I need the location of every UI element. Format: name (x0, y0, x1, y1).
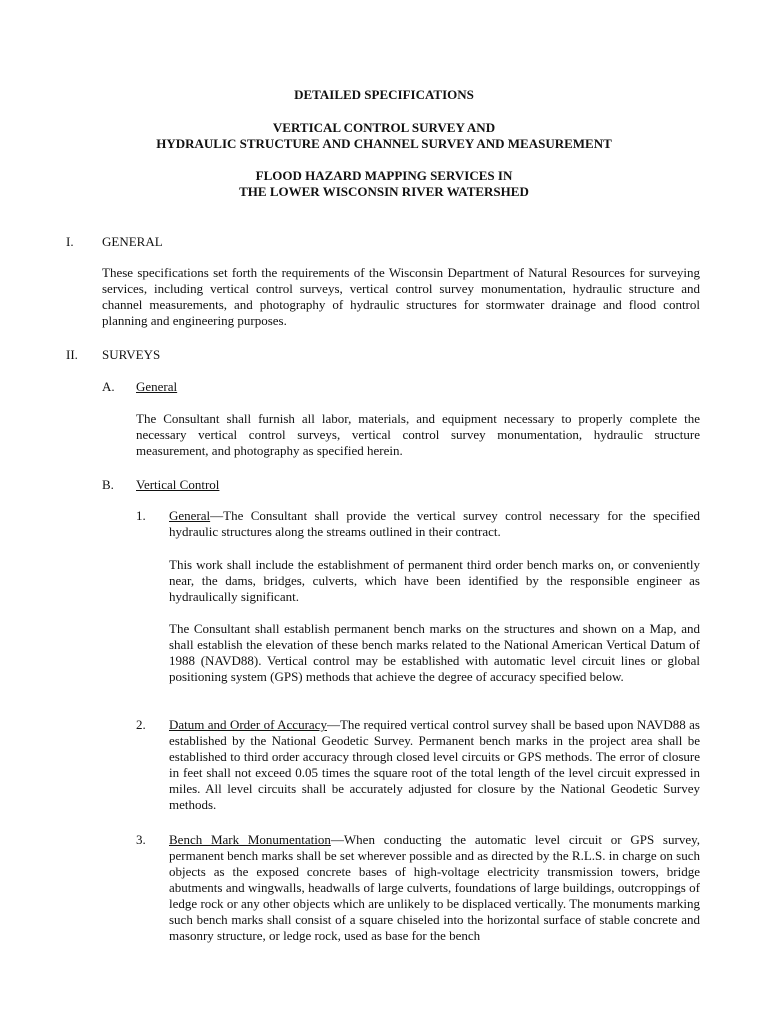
item-1-paragraph (169, 508, 700, 540)
subsection-a-heading: General (136, 379, 178, 394)
project-line-1: FLOOD HAZARD MAPPING SERVICES IN (255, 168, 513, 183)
item-1-paragraph-3: The Consultant shall establish permanent bench marks on the structures and shown on a Map, and shall establish the elevation of these bench marks related to the National American Vertical Datum of 1988 (NAVD88). Vertical control may be established with automatic level circuit lines or global positioning system (GPS) methods that achieve the degree of accuracy specified below. (169, 621, 700, 684)
item-2-number: 2. (136, 717, 146, 732)
item-2-text: —The required vertical control survey shall be based upon NAVD88 as established by the National Geodetic Survey. Permanent bench marks in the project area shall be established to third order accuracy through closed level circuits or GPS methods. The error of closure in feet shall not exceed 0.05 times the square root of the total length of the level circuit expressed in miles. All level circuits shall be accurately adjusted for closure by the National Geodetic Survey methods. (169, 717, 700, 812)
document-title: DETAILED SPECIFICATIONS (294, 87, 474, 102)
item-3-label: Bench Mark Monumentation (169, 832, 331, 847)
item-3-number: 3. (136, 832, 146, 847)
section-1-number: I. (66, 234, 74, 249)
section-1-heading: GENERAL (102, 234, 163, 249)
item-1-paragraph-2: This work shall include the establishment of permanent third order bench marks on, or conveniently near, the dams, bridges, culverts, which have been identified by the responsible engineer as hydraulically significant. (169, 557, 700, 604)
subsection-b-letter: B. (102, 477, 114, 492)
item-1-text: —The Consultant shall provide the vertical survey control necessary for the specified hydraulic structures along the streams outlined in their contract. (169, 508, 700, 539)
item-3-text: —When conducting the automatic level circuit or GPS survey, permanent bench marks shall be set wherever possible and as directed by the R.L.S. in charge on such objects as the exposed concrete bases of high-voltage electricity transmission towers, bridge abutments and wingwalls, headwalls of large culverts, foundations of large buildings, outcroppings of ledge rock or any other objects which are unlikely to be displaced vertically. The monuments marking such bench marks shall consist of a square chiseled into the horizontal surface of stable concrete and masonry structure, or ledge rock, used as base for the bench (169, 832, 700, 943)
section-1-paragraph: These specifications set forth the requirements of the Wisconsin Department of Natural Resources for surveying services, including vertical control surveys, vertical control survey monumentation, hydraulic structure and channel measurements, and photography of hydraulic structures for stormwater drainage and flood control planning and engineering purposes. (102, 265, 700, 328)
item-1-number: 1. (136, 508, 146, 523)
subsection-a-letter: A. (102, 379, 115, 394)
section-2-heading: SURVEYS (102, 347, 161, 362)
subsection-b-heading: Vertical Control (136, 477, 220, 492)
subsection-a-paragraph: The Consultant shall furnish all labor, materials, and equipment necessary to properly complete the necessary vertical control surveys, vertical control survey monumentation, hydraulic structure measurement, and photography as specified herein. (136, 411, 700, 458)
project-line-2: THE LOWER WISCONSIN RIVER WATERSHED (239, 184, 529, 199)
item-2-label: Datum and Order of Accuracy (169, 717, 327, 732)
subtitle-line-1: VERTICAL CONTROL SURVEY AND (272, 120, 496, 135)
subtitle-line-2: HYDRAULIC STRUCTURE AND CHANNEL SURVEY AND MEASUREMENT (156, 136, 612, 151)
item-1-label: General (169, 508, 211, 523)
section-2-number: II. (66, 347, 78, 362)
item-3-paragraph (169, 832, 700, 944)
item-2-paragraph (169, 717, 700, 813)
